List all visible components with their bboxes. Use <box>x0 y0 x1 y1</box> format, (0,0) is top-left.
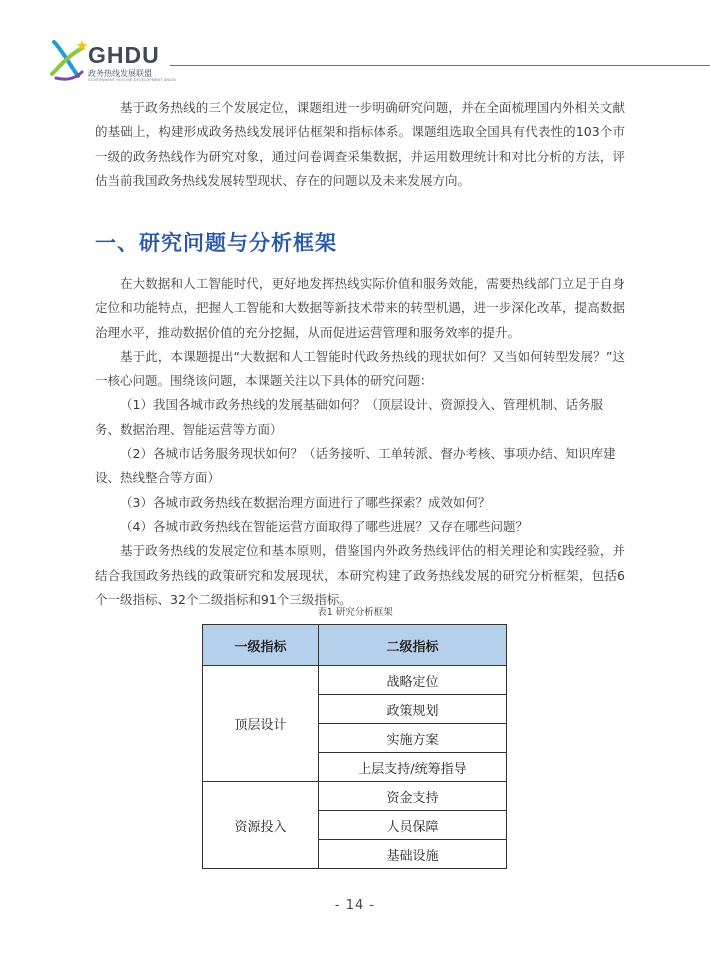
header-level2: 二级指标 <box>319 625 507 666</box>
level2-cell: 人员保障 <box>319 811 507 840</box>
page-header <box>0 0 710 90</box>
section-paragraph-3: 基于政务热线的发展定位和基本原则，借鉴国内外政务热线评估的相关理论和实践经验，并结合我国政务热线的政策研究和发展现状，本研究构建了政务热线发展的研究分析框架，包括6个一级指标、32个二级指标和91个三级指标。 <box>95 543 625 607</box>
research-question-2: （2）各城市话务服务现状如何？（话务接听、工单转派、督办考核、事项办结、知识库建设、热线整合等方面） <box>95 446 616 486</box>
level1-cell: 资源投入 <box>203 782 319 869</box>
logo-mark-icon <box>48 36 88 84</box>
section-body <box>95 272 625 612</box>
header-level1: 一级指标 <box>203 625 319 666</box>
level2-cell: 实施方案 <box>319 724 507 753</box>
table-header-row <box>203 625 507 666</box>
level2-cell: 资金支持 <box>319 782 507 811</box>
table-row <box>203 782 507 811</box>
level2-cell: 基础设施 <box>319 840 507 869</box>
header-divider <box>170 65 710 66</box>
research-question-1: （1）我国各城市政务热线的发展基础如何？（顶层设计、资源投入、管理机制、话务服务、数据治理、智能运营等方面） <box>95 397 603 437</box>
section-title: 一、研究问题与分析框架 <box>95 231 337 255</box>
intro-paragraph: 基于政务热线的三个发展定位，课题组进一步明确研究问题，并在全面梳理国内外相关文献的基础上，构建形成政务热线发展评估框架和指标体系。课题组选取全国具有代表性的103个市一级的政务热线作为研究对象，通过问卷调查采集数据，并运用数理统计和对比分析的方法，评估当前我国政务热线发展转型现状、存在的问题以及未来发展方向。 <box>95 100 625 188</box>
research-question-4: （4）各城市政务热线在智能运营方面取得了哪些进展？又存在哪些问题？ <box>120 518 528 534</box>
logo-subtitle-en: GOVERNMENT HOTLINE DEVELOPMENT UNION <box>88 78 176 82</box>
table-row <box>203 666 507 695</box>
level2-cell: 战略定位 <box>319 666 507 695</box>
analysis-framework-table <box>202 624 507 869</box>
section-paragraph-2: 基于此，本课题提出“大数据和人工智能时代政务热线的现状如何？又当如何转型发展？”这一核心问题。围绕该问题，本课题关注以下具体的研究问题： <box>95 348 625 389</box>
level1-cell: 顶层设计 <box>203 666 319 782</box>
section-paragraph-1: 在大数据和人工智能时代，更好地发挥热线实际价值和服务效能，需要热线部门立足于自身定位和功能特点，把握人工智能和大数据等新技术带来的转型机遇，进一步深化改革，提高数据治理水平，推动数据价值的充分挖掘，从而促进运营管理和服务效率的提升。 <box>95 276 625 340</box>
table-caption: 表1 研究分析框架 <box>317 607 393 618</box>
logo-subtitle: 政务热线发展联盟 <box>88 69 152 78</box>
page-number: - 14 - <box>334 898 376 913</box>
level2-cell: 上层支持/统筹指导 <box>319 753 507 782</box>
level2-cell: 政策规划 <box>319 695 507 724</box>
ghdu-logo <box>48 36 198 84</box>
logo-wordmark: GHDU <box>88 42 160 68</box>
research-question-3: （3）各城市政务热线在数据治理方面进行了哪些探索？成效如何？ <box>120 494 491 510</box>
intro-section <box>95 96 625 193</box>
